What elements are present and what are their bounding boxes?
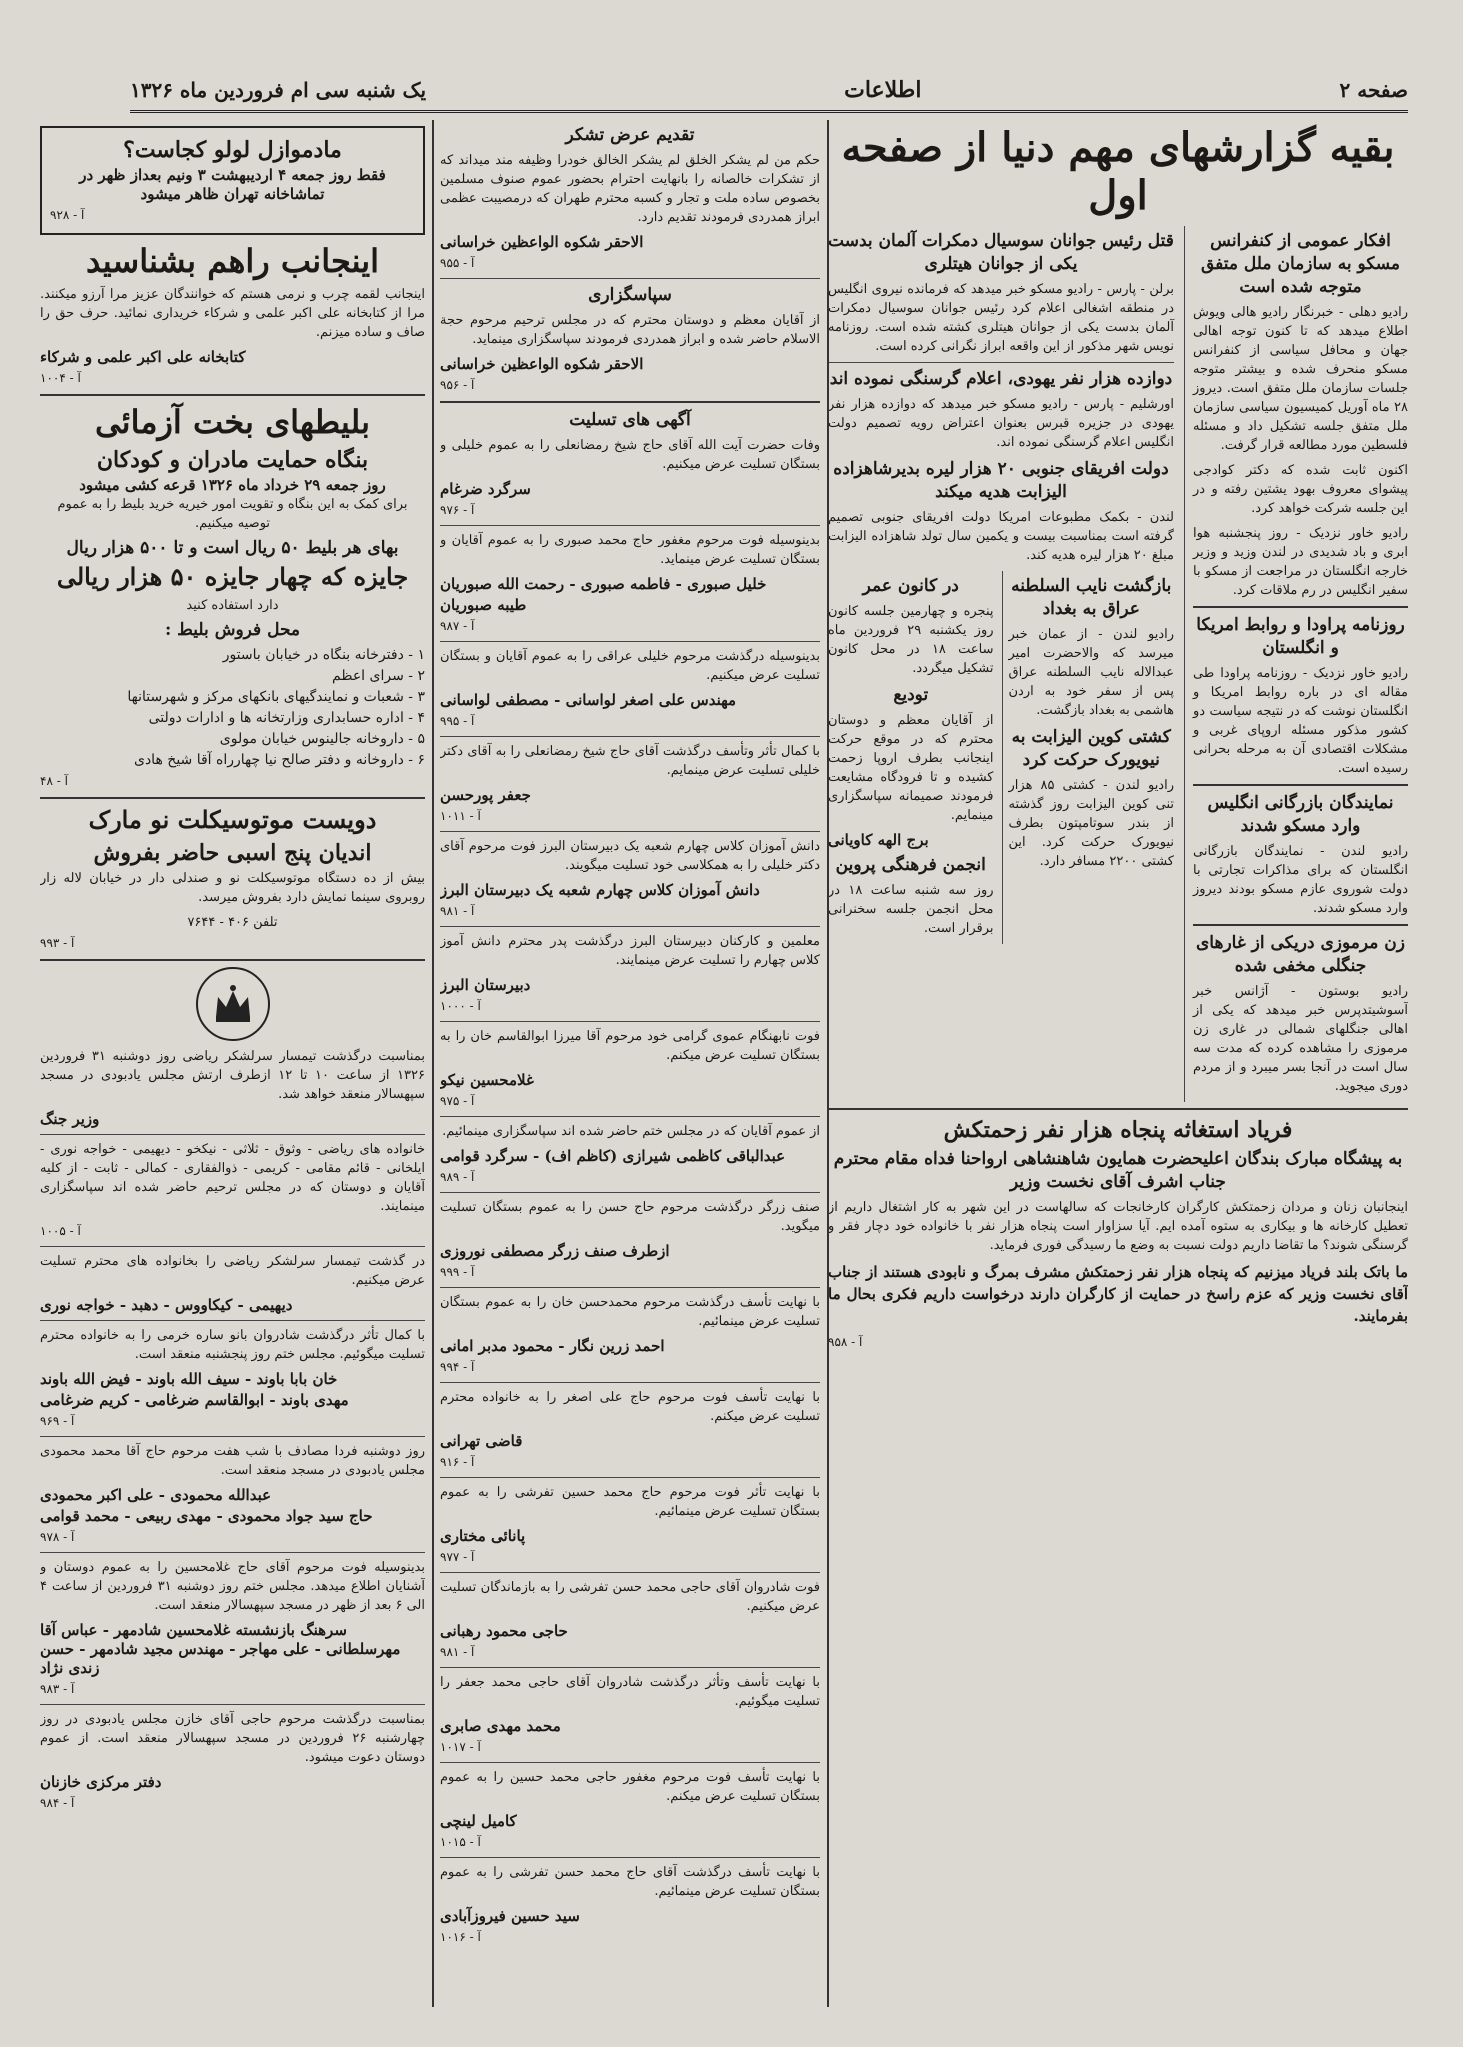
page-header	[130, 70, 1408, 113]
lulu-code: آ - ۹۲۸	[50, 208, 85, 222]
date-line: یک شنبه سی ام فروردین ماه ۱۳۲۶	[130, 78, 427, 102]
page-number: صفحه ۲	[1339, 78, 1408, 102]
moto-sub: اندیان پنج اسبی حاضر بفروش	[93, 840, 372, 866]
cond-6: معلمین و کارکنان دبیرستان البرز درگذشت پدر محترم دانش آموز کلاس چهارم را تسلیت عرض مینمایند.	[440, 934, 820, 968]
cond-15-sig: کامیل لینچی	[440, 1812, 517, 1830]
mem-5-sig: سرهنگ بازنشسته غلامحسین شادمهر - عباس آقا مهرسلطانی - علی مهاجر - مهندس مجید شادمهر - حسن زندی نژاد	[40, 1621, 401, 1677]
lulu-head: مادموازل لولو کجاست؟	[123, 137, 342, 163]
trade-body: رادیو لندن - نمایندگان بازرگانی انگلستان که برای مذاکرات تجارتی با دولت شوروی عازم مسکو بودند دیروز وارد مسکو شدند.	[1193, 844, 1408, 916]
jews-body: اورشلیم - پارس - رادیو مسکو خبر میدهد که دوازده هزار نفر یهودی در جزیره قبرس بعنوان اعتراض رویه تصمیم دولت انگلیس اعلام گرسنگی نموده اند.	[828, 397, 1174, 450]
society-body: روز سه شنبه ساعت ۱۸ در محل انجمن جلسه سخنرانی برقرار است.	[828, 883, 994, 936]
mem-3-code: آ - ۹۶۹	[40, 1414, 75, 1428]
cond-16-code: آ - ۱۰۱۶	[440, 1930, 481, 1944]
canon-body: پنجره و چهارمین جلسه کانون روز یکشنبه ۲۹ فروردین ماه ساعت ۱۸ در محل کانون تشکیل میگردد.	[828, 604, 994, 676]
mem-3-sig: خان بابا باوند - سیف الله باوند - فیض الله باوند	[40, 1370, 338, 1388]
sale-code: آ - ۴۸	[40, 774, 68, 788]
berlin-head: قتل رئیس جوانان سوسیال دمکرات آلمان بدست یکی از جوانان هیتلری	[828, 231, 1174, 274]
dixon-text: اکنون ثابت شده که دکتر کوادجی پیشوای معروف بهود یشتین رفته و در این جلسه شرکت خواهد کرد.	[1193, 463, 1408, 516]
relief-sub: به پیشگاه مبارک بندگان اعلیحضرت همایون شاهنشاهی ارواحنا فداه مقام محترم جناب اشرف آقای نخست وزیر	[833, 1149, 1403, 1192]
lottery-date: روز جمعه ۲۹ خرداد ماه ۱۳۲۶ قرعه کشی میشود	[79, 476, 386, 494]
book-head: اینجانب راهم بشناسید	[85, 242, 380, 280]
cond-13-sig: حاجی محمود رهبانی	[440, 1622, 568, 1640]
cond-8-sig: عبدالباقی کاظمی شیرازی (کاظم اف) - سرگرد قوامی	[440, 1147, 786, 1165]
cond-10: با نهایت تأسف درگذشت مرحوم محمدحسن خان را به عموم بستگان تسلیت عرض مینمائیم.	[440, 1295, 820, 1329]
cond-2-sig2: طیبه صبوریان	[440, 596, 527, 614]
cond-12: با نهایت تأثر فوت مرحوم حاج محمد حسین تفرشی را به عموم بستگان تسلیت عرض مینمائیم.	[440, 1485, 820, 1519]
cond-9: صنف زرگر درگذشت مرحوم حاج حسن را به عموم بستگان تسلیت میگوید.	[440, 1200, 820, 1234]
cond-5-code: آ - ۹۸۱	[440, 904, 475, 918]
farewell-sig: برج الهه کاویانی	[828, 831, 929, 849]
mem-4: روز دوشنبه فردا مصادف با شب هفت مرحوم حاج آقا محمد محمودی مجلس یادبودی در مسجد منعقد است.	[40, 1444, 425, 1478]
ship-body: رادیو لندن - کشتی ۸۵ هزار تنی کوین الیزابت روز گذشته از بندر سوتامپتون بطرف نیویورک حرکت کرد. این کشتی ۲۲۰۰ مسافر دارد.	[1008, 778, 1174, 869]
notices-column	[440, 120, 820, 2007]
book-code: آ - ۱۰۰۴	[40, 371, 81, 385]
relief-head: فریاد استغاثه پنجاه هزار نفر زحمتکش	[943, 1117, 1293, 1143]
main-headline: بقیه گزارشهای مهم دنیا از صفحه اول	[841, 124, 1395, 219]
sale-item-1: ۱ - دفترخانه بنگاه در خیابان باستور	[222, 647, 425, 663]
jews-head: دوازده هزار نفر یهودی، اعلام گرسنگی نموده اند	[829, 369, 1173, 389]
sale-item-4: ۴ - اداره حسابداری وزارتخانه ها و ادارات دولتی	[148, 710, 425, 726]
news-subcol-right	[1184, 226, 1408, 1102]
moto-head: دویست موتوسیکلت نو مارک	[88, 805, 377, 834]
cond-2-sig: خلیل صبوری - فاطمه صبوری - رحمت الله صبوریان	[440, 575, 767, 593]
grat-body: از آقایان معظم و دوستان محترم که در مجلس ترحیم مرحوم حجة الاسلام حاضر شده و ابراز همدردی فرمودند سپاسگزاری مینماید.	[440, 313, 820, 347]
lottery-note: دارد استفاده کنید	[186, 598, 279, 613]
sale-item-5: ۵ - داروخانه جالینوس خیابان مولوی	[219, 731, 425, 747]
cond-5-sig: دانش آموزان کلاس چهارم شعبه یک دبیرستان البرز	[440, 881, 760, 899]
cond-1: وفات حضرت آیت الله آقای حاج شیخ رمضانعلی را به عموم خلیلی و بستگان تسلیت عرض میکنیم.	[440, 438, 820, 472]
mem-5-code: آ - ۹۸۳	[40, 1682, 75, 1696]
mem-5: بدینوسیله فوت مرحوم آقای حاج غلامحسین را به عموم دوستان و آشنایان اطلاع میدهد. مجلس ختم روز دوشنبه ۳۱ فروردین از ساعت ۴ الی ۶ بعد از ظهر در مسجد سپهسالار منعقد است.	[40, 1560, 425, 1613]
moscow-head: افکار عمومی از کنفرانس مسکو به سازمان ملل متفق متوجه شده است	[1201, 231, 1400, 297]
cond-1-sig: سرگرد ضرغام	[440, 480, 531, 498]
mem-2-sig: دیهیمی - کیکاووس - دهبد - خواجه نوری	[40, 1296, 293, 1314]
sale-item-2: ۲ - سرای اعظم	[332, 668, 425, 684]
cond-1-code: آ - ۹۷۶	[440, 503, 475, 517]
cond-9-code: آ - ۹۹۹	[440, 1265, 475, 1279]
cond-3-sig: مهندس علی اصغر لواسانی - مصطفی لواسانی	[440, 691, 737, 709]
lulu-ad	[40, 126, 425, 235]
mem-3: با کمال تأثر درگذشت شادروان بانو ساره خرمی را به خانواده محترم تسلیت میگوئیم. مجلس ختم روز پنجشنبه منعقد است.	[40, 1328, 425, 1362]
anniv-sig: وزیر جنگ	[40, 1110, 100, 1128]
thanks-head: تقدیم عرض تشکر	[565, 125, 695, 145]
berlin-body: برلن - پارس - رادیو مسکو خبر میدهد که فرمانده نیروی انگلیس در منطقه اشغالی اعلام کرد رئیس جوانان سوسیال دمکرات آلمان بدست یکی از جوانان هیتلری کشته شده است. روزنامه نویس شهر مذکور از این واقعه ابراز نگرانی کرده است.	[828, 282, 1174, 354]
cond-5: دانش آموزان کلاس چهارم شعبه یک دبیرستان البرز فوت مرحوم آقای دکتر خلیلی را به همکلاسی خود تسلیت میگویند.	[440, 839, 820, 873]
cond-3: بدینوسیله درگذشت مرحوم خلیلی عراقی را به عموم آقایان و بستگان تسلیت عرض میکنیم.	[440, 649, 820, 683]
lottery-prize-line: بهای هر بلیط ۵۰ ریال است و تا ۵۰۰ هزار ریال	[66, 538, 399, 558]
anniv-body: بمناسبت درگذشت تیمسار سرلشکر ریاضی روز دوشنبه ۳۱ فروردین ۱۳۲۶ از ساعت ۱۰ تا ۱۲ ازطرف ارتش مجلس یادبودی در مسجد سپهسالار منعقد خواهد شد.	[40, 1049, 425, 1102]
cond-16-sig: سید حسین فیروزآبادی	[440, 1907, 580, 1925]
cond-10-code: آ - ۹۹۴	[440, 1360, 475, 1374]
cond-3-code: آ - ۹۹۵	[440, 714, 475, 728]
cond-6-sig: دبیرستان البرز	[440, 976, 531, 994]
africa-head: دولت افریقای جنوبی ۲۰ هزار لیره بدیرشاهزاده الیزابت هدیه میکند	[833, 459, 1169, 502]
canon-head: در کانون عمر	[862, 576, 959, 596]
mem-1: خانواده های ریاضی - وثوق - ثلاثی - نیکخو - دیهیمی - خواجه نوری - ایلخانی - قائم مقامی - کریمی - ذوالفقاری - کمالی - ثابت - از کلیه آقایان و دوستان که در مجلس ترحیم حاضر شده اند سپاسگزاری مینمایند.	[40, 1142, 425, 1214]
cond-11: با نهایت تأسف فوت مرحوم حاج علی اصغر را به خانواده محترم تسلیت عرض میکنم.	[440, 1390, 820, 1424]
news-column	[828, 120, 1408, 2007]
book-body: اینجانب لقمه چرب و نرمی هستم که خوانندگان عزیز مرا آرزو میکنند. مرا از کتابخانه علی اکبر علمی و شرکاء خریداری نمائید. حرف حق را صاف و ساده میزنم.	[40, 287, 425, 340]
cond-15: با نهایت تأسف فوت مرحوم مغفور حاجی محمد حسین را به عموم بستگان تسلیت عرض میکنم.	[440, 1770, 820, 1804]
crown-emblem-icon	[196, 967, 270, 1041]
mem-1-code: آ - ۱۰۰۵	[40, 1224, 81, 1238]
thanks-code: آ - ۹۵۵	[440, 256, 475, 270]
women-head: زن مرموزی دریکی از غارهای جنگلی مخفی شده	[1196, 933, 1405, 976]
moto-body: بیش از ده دستگاه موتوسیکلت نو و صندلی دار در خیابان لاله زار روبروی سینما نمایش دارد بفروش میرسد.	[40, 871, 425, 905]
relief-cry: ما باتک بلند فریاد میزنیم که پنجاه هزار نفر زحمتکش مشرف بمرگ و نابودی هستند از جناب آقای نخست وزیر که عزم راسخ در حمایت از کارگران دارند درخواست داریم فکری بحال ما بفرمایند.	[828, 1263, 1408, 1325]
relief-code: آ - ۹۵۸	[828, 1335, 863, 1349]
cond-9-sig: ازطرف صنف زرگر مصطفی نوروزی	[440, 1242, 670, 1260]
book-sig: کتابخانه علی اکبر علمی و شرکاء	[40, 348, 246, 366]
society-head: انجمن فرهنگی پروین	[835, 855, 986, 875]
cond-11-code: آ - ۹۱۶	[440, 1455, 475, 1469]
grat-sig: الاحقر شکوه الواعظین خراسانی	[440, 355, 644, 373]
lottery-head: بلیطهای بخت آزمائی	[94, 403, 371, 441]
mem-6-sig: دفتر مرکزی خازنان	[40, 1773, 162, 1791]
news-subcol-left	[828, 226, 1174, 1102]
relief-body: اینجانبان زنان و مردان زحمتکش کارگران کارخانجات که سالهاست در این شهر به کار اشتغال داریم از تعطیل کارخانه ها و بیکاری به ستوه آمده ایم. آیا سزاوار است پنجاه هزار نفر با خانواده خود دچار فقر و گرسنگی شوند؟ ما تقاضا داریم دولت نسبت به وضع ما رسیدگی فوری فرماید.	[828, 1200, 1408, 1253]
cond-13: فوت شادروان آقای حاجی محمد حسن تفرشی را به بازماندگان تسلیت عرض میکنیم.	[440, 1580, 820, 1614]
sale-head: محل فروش بلیط :	[164, 620, 301, 640]
cond-15-code: آ - ۱۰۱۵	[440, 1835, 481, 1849]
moscow-body: رادیو دهلی - خبرنگار رادیو هالی ویوش اطلاع میدهد که تا کنون توجه اهالی جهان و محافل سیاسی از کنفرانس مسکو منحرف شده و بیشتر متوجه جلسات سازمان ملل متفق است. دیروز ۲۸ ماه آوریل کمیسیون سیاسی سازمان ملل متفق جلسه تشکیل داد و مسئله فلسطین مورد مطالعه قرار گرفت.	[1193, 305, 1408, 453]
cond-11-sig: قاضی تهرانی	[440, 1432, 523, 1450]
cond-7-code: آ - ۹۷۵	[440, 1094, 475, 1108]
cond-7-sig: غلامحسین نیکو	[440, 1071, 534, 1089]
farewell-head: تودیع	[893, 685, 929, 705]
cond-head: آگهی های تسلیت	[569, 410, 691, 430]
mem-4-sig2: حاج سید جواد محمودی - مهدی ربیعی - محمد قوامی	[40, 1507, 373, 1525]
cond-12-code: آ - ۹۷۷	[440, 1550, 475, 1564]
cond-10-sig: احمد زرین نگار - محمود مدبر امانی	[440, 1337, 665, 1355]
lottery-body: برای کمک به این بنگاه و تقویت امور خیریه خرید بلیط را به عموم توصیه میکنیم.	[57, 497, 408, 531]
sale-item-3: ۳ - شعبات و نمایندگیهای بانکهای مرکز و شهرستانها	[127, 689, 425, 705]
pravda-body: رادیو خاور نزدیک - روزنامه پراودا طی مقاله ای در باره روابط امریکا و انگلستان نوشت که در نتیجه سیاست دو کشور مذکور مسئله اروپای غربی و مشکلات اقتصادی آن به مرحله بحرانی رسیده است.	[1193, 666, 1408, 776]
cond-4-code: آ - ۱۰۱۱	[440, 809, 481, 823]
pravda-head: روزنامه پراودا و روابط امریکا و انگلستان	[1196, 615, 1405, 658]
paper-name: اطلاعات	[844, 77, 922, 103]
cond-12-sig: پانائی مختاری	[440, 1527, 526, 1545]
farewell-body: از آقایان معظم و دوستان محترم که در موقع حرکت اینجانب بطرف اروپا زحمت کشیده و تا فرودگاه مشایعت فرمودند صمیمانه سپاسگزاری مینمایم.	[828, 713, 994, 823]
mem-4-code: آ - ۹۷۸	[40, 1530, 75, 1544]
cond-8-code: آ - ۹۸۹	[440, 1170, 475, 1184]
radio-italy-text: رادیو خاور نزدیک - روز پنجشنبه هوا ابری و باد شدیدی در لندن وزید و وزیر خارجه انگلستان در مراجعت از مسکو با سفیر انگلیس در رم ملاقات کرد.	[1193, 526, 1408, 598]
mem-6: بمناسبت درگذشت مرحوم حاجی آقای خازن مجلس یادبودی در روز چهارشنبه ۲۶ فروردین در مسجد سپهسالار منعقد است. از عموم دوستان دعوت میشود.	[40, 1712, 425, 1765]
cond-13-code: آ - ۹۸۱	[440, 1645, 475, 1659]
cond-4: با کمال تأثر وتأسف درگذشت آقای حاج شیخ رمضانعلی را به آقای دکتر خلیلی تسلیت عرض مینمایم.	[440, 744, 820, 778]
iraq-body: رادیو لندن - از عمان خبر میرسد که والاحضرت امیر عبدالاله نایب السلطنه عراق پس از سفر خود به اردن هاشمی به بغداد بازگشت.	[1008, 627, 1174, 718]
trade-head: نمایندگان بازرگانی انگلیس وارد مسکو شدند	[1207, 793, 1394, 836]
cond-14: با نهایت تأسف وتأثر درگذشت شادروان آقای حاجی محمد جعفر را تسلیت میگوئیم.	[440, 1675, 820, 1709]
thanks-body: حکم من لم یشکر الخلق لم یشکر الخالق خودرا وظیفه مند میداند که از تشکرات خالصانه را بانهایت احترام بحضور عموم صنوف مسلمین بخصوص ساده ملت و تجار و کسبه محترم طهران که درمصیبت عظمی ابراز همدردی فرمودند تقدیم دارد.	[440, 153, 820, 225]
lottery-sub: بنگاه حمایت مادران و کودکان	[96, 447, 369, 473]
cond-14-code: آ - ۱۰۱۷	[440, 1740, 481, 1754]
cond-6-code: آ - ۱۰۰۰	[440, 999, 481, 1013]
lulu-body: فقط روز جمعه ۴ اردیبهشت ۳ ونیم بعداز ظهر در تماشاخانه تهران ظاهر میشود	[79, 166, 386, 203]
ads-column	[40, 120, 425, 2007]
africa-body: لندن - بکمک مطبوعات امریکا دولت افریقای جنوبی تصمیم گرفته است بمناسبت بیست و یکمین سال تولد شاهزاده الیزابت مبلغ ۲۰ هزار لیره هدیه کند.	[828, 510, 1174, 563]
thanks-sig: الاحقر شکوه الواعظین خراسانی	[440, 233, 644, 251]
grat-code: آ - ۹۵۶	[440, 378, 475, 392]
grat-head: سپاسگزاری	[588, 285, 672, 305]
cond-7: فوت نابهنگام عموی گرامی خود مرحوم آقا میرزا ابوالقاسم خان را به بستگان تسلیت عرض میکنم.	[440, 1029, 820, 1063]
mem-2: در گذشت تیمسار سرلشکر ریاضی را بخانواده های محترم تسلیت عرض میکنیم.	[40, 1254, 425, 1288]
cond-2-code: آ - ۹۸۷	[440, 619, 475, 633]
cond-8: از عموم آقایان که در مجلس ختم حاضر شده اند سپاسگزاری مینمائیم.	[442, 1124, 820, 1139]
women-body: رادیو بوستون - آژانس خبر آسوشیتدپرس خبر میدهد که یکی از اهالی جنگلهای شمالی در غاری زن مرموزی را مشاهده کرده که مدت سه سال است در آنجا بسر میبرد و از مردم دوری میجوید.	[1193, 984, 1408, 1094]
mem-6-code: آ - ۹۸۴	[40, 1796, 75, 1810]
sale-item-6: ۶ - داروخانه و دفتر صالح نیا چهارراه آقا شیخ هادی	[133, 752, 425, 768]
cond-4-sig: جعفر پورحسن	[440, 786, 531, 804]
cond-16: با نهایت تأسف درگذشت آقای حاج محمد حسن تفرشی را به عموم بستگان تسلیت عرض مینمائیم.	[440, 1865, 820, 1899]
iraq-head: بازگشت نایب السلطنه عراق به بغداد	[1011, 576, 1172, 619]
moto-code: آ - ۹۹۳	[40, 936, 75, 950]
mem-3-sig2: مهدی باوند - ابوالقاسم ضرغامی - کریم ضرغامی	[40, 1391, 349, 1409]
cond-14-sig: محمد مهدی صابری	[440, 1717, 561, 1735]
lottery-prize: جایزه که چهار جایزه ۵۰ هزار ریالی	[56, 562, 409, 591]
mem-4-sig: عبدالله محمودی - علی اکبر محمودی	[40, 1486, 272, 1504]
ship-head: کشتی کوین الیزابت به نیویورک حرکت کرد	[1011, 727, 1171, 770]
moto-phone: تلفن ۴۰۶ - ۷۶۴۴	[187, 915, 278, 930]
cond-2: بدینوسیله فوت مرحوم مغفور حاج محمد صبوری را به عموم آقایان و بستگان تسلیت عرض مینماید.	[440, 533, 820, 567]
